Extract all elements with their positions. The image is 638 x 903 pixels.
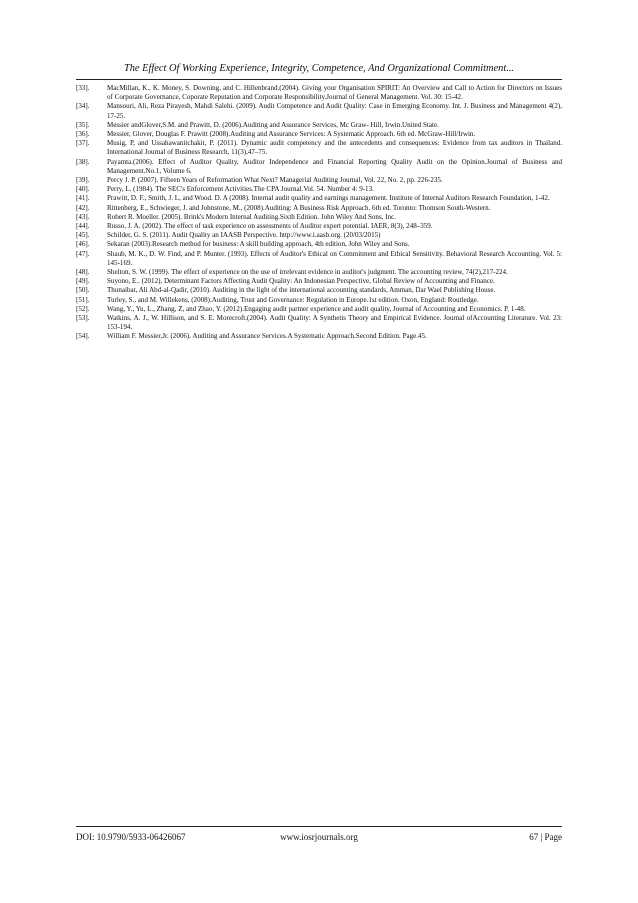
footer-page-number: 67 | Page (529, 832, 562, 842)
footer-doi: DOI: 10.9790/5933-06426067 (76, 832, 186, 842)
reference-item (76, 222, 562, 231)
reference-item (76, 102, 562, 120)
reference-text: Robert R. Moeller. (2005). Brink's Modern Internal Auditing.Sixth Edition. John Wiley And Sons, Inc. (107, 212, 396, 221)
reference-item (76, 84, 562, 102)
reference-item (76, 130, 562, 139)
reference-text: Musig, P, and Ussahawanitchakit, P. (2011). Dynamic audit competency and the antecedents and consequences: Evidence from tax auditors in Thailand. International Journal of Business Research, 11(3),47–75. (107, 139, 562, 157)
reference-text: Shelton, S. W. (1999). The effect of experience on the use of irrelevant evidence in auditor's judgment. The accounting review, 74(2),217-224. (107, 268, 508, 277)
reference-item (76, 176, 562, 185)
reference-number: [34]. (76, 102, 90, 111)
reference-item (76, 185, 562, 194)
reference-item (76, 213, 562, 222)
reference-text: Rittenberg, E., Schwieger, J. and Johnstone, M., (2008).Auditing: A Business Risk Approach. 6th ed. Toronto: Thomson South-Western. (107, 203, 491, 212)
reference-item (76, 250, 562, 268)
footer-website: www.iosrjournals.org (280, 832, 358, 842)
reference-text: Schilder, G. S. (2011). Audit Quality an IAASB Perspective. http://www.i.aasb.org. (20/03/2015) (107, 231, 381, 240)
reference-text: Sekaran (2003).Research method for business: A skill building approach, 4th edition, John Wiley and Sons. (107, 240, 410, 249)
reference-number: [42]. (76, 203, 90, 212)
reference-number: [38]. (76, 157, 90, 166)
reference-number: [48]. (76, 268, 90, 277)
reference-item (76, 158, 562, 176)
reference-text: Suyono, E.. (2012), Determinant Factors Affecting Audit Quality: An Indonesian Perspective, Global Review of Accounting and Finance. (107, 277, 495, 286)
reference-text: Shaub, M. K., D. W. Find, and P. Munter. (1993). Effects of Auditor's Ethical on Commitment and Ethical Sensitivity. Behavioral Research Accounting. Vol. 5: 145-169. (107, 249, 562, 267)
page-footer (76, 831, 562, 845)
reference-number: [51]. (76, 295, 90, 304)
reference-text: Mansouri, Ali, Reza Pirayesh, Mahdi Salehi. (2009). Audit Competence and Audit Quality: Case in Emerging Economy. Int. J. Business and Management 4(2), 17-25. (107, 102, 562, 120)
reference-number: [33]. (76, 84, 90, 92)
reference-number: [49]. (76, 277, 90, 286)
reference-number: [36]. (76, 130, 90, 139)
reference-number: [43]. (76, 212, 90, 221)
reference-item (76, 240, 562, 249)
reference-number: [47]. (76, 249, 90, 258)
reference-text: Wang, Y., Yu, L., Zhang, Z, and Zhao, Y. (2012).Engaging audit partner experience and audit quality, Journal of Accounting and Economics. P. 1-48. (107, 304, 526, 313)
reference-number: [35]. (76, 120, 90, 129)
reference-text: MacMillan, K., K. Money, S. Downing, and C. Hillenbrand.(2004). Giving your Organisation SPIRIT: An Overview and Call to Action for Directors on Issues of Corporate Governance, Coporate Reputation and Corporate Responsibility.Journal of General Management. Vol. 30: 15-42. (107, 84, 562, 102)
reference-text: Messier andGlover,S.M. and Prawitt, D. (2006).Auditing and Assurance Services, Mc Graw- Hill, Irwin.United State. (107, 120, 439, 129)
reference-number: [41]. (76, 194, 90, 203)
reference-item (76, 332, 562, 341)
reference-text: Turley, S., and M. Willekens, (2008).Auditing, Trust and Governance: Regulation in Europe.1st edition. Oxon, England: Routledge. (107, 295, 479, 304)
reference-item (76, 286, 562, 295)
reference-item (76, 231, 562, 240)
reference-text: Percy J. P. (2007). Fifteen Years of Reformation What Next? Managerial Auditing Journal, Vol. 22, No. 2, pp. 226-235. (107, 176, 443, 185)
reference-text: Thunaibat, Ali Abd-al-Qadir, (2010). Auditing in the light of the international accounting standards, Amman, Dar Wael Publishing House. (107, 286, 496, 295)
reference-item (76, 121, 562, 130)
reference-number: [44]. (76, 222, 90, 231)
reference-item (76, 139, 562, 157)
reference-item (76, 305, 562, 314)
reference-text: Payamta.(2006). Effect of Auditor Quality, Auditor Independence and Financial Reporting Quality Audit on the Opinion.Journal of Business and Management.No.1, Volume 6. (107, 157, 562, 175)
reference-number: [40]. (76, 185, 90, 194)
reference-number: [52]. (76, 304, 90, 313)
reference-text: Prawitt, D. F., Smith, J. L, and Wood. D. A (2008). Internal audit quality and earnings management. Institute of Internal Auditors Research Foundation, 1-42. (107, 194, 550, 203)
reference-item (76, 296, 562, 305)
reference-number: [39]. (76, 176, 90, 185)
footer-divider (76, 826, 562, 827)
reference-number: [45]. (76, 231, 90, 240)
running-header-title: The Effect Of Working Experience, Integrity, Competence, And Organizational Commitment... (123, 63, 515, 74)
reference-text: Russo, J. A. (2002). The effect of task experience on assessments of Auditor expert potential. IAER, 8(3), 248–359. (107, 222, 433, 231)
reference-item (76, 194, 562, 203)
reference-number: [50]. (76, 286, 90, 295)
reference-item (76, 204, 562, 213)
reference-text: Perry, L. (1984). The SEC's Enforcement Activities.The CPA Journal.Vol. 54. Number 4: 9-13. (107, 185, 374, 194)
reference-number: [54]. (76, 332, 90, 341)
reference-item (76, 314, 562, 332)
reference-item (76, 277, 562, 286)
reference-text: Messier, Glover, Douglas F. Prawitt (2008).Auditing and Assurance Services: A Systematic Approach. 6th ed. McGraw-Hill/Irwin. (107, 130, 476, 139)
reference-number: [37]. (76, 139, 90, 148)
header-divider (76, 79, 562, 80)
reference-number: [46]. (76, 240, 90, 249)
reference-item (76, 268, 562, 277)
reference-list (76, 84, 562, 342)
reference-number: [53]. (76, 314, 90, 323)
reference-text: William F. Messier,Jr. (2006). Auditing and Assurance Services.A Systematic Approach.Second Edition. Page.45. (107, 332, 427, 341)
reference-text: Watkins, A. J., W. Hillison, and S. E. Morecroft.(2004). Audit Quality: A Synthetis Theory and Empirical Evidence. Journal ofAccounting Literature. Vol. 23: 153-194. (107, 314, 562, 332)
